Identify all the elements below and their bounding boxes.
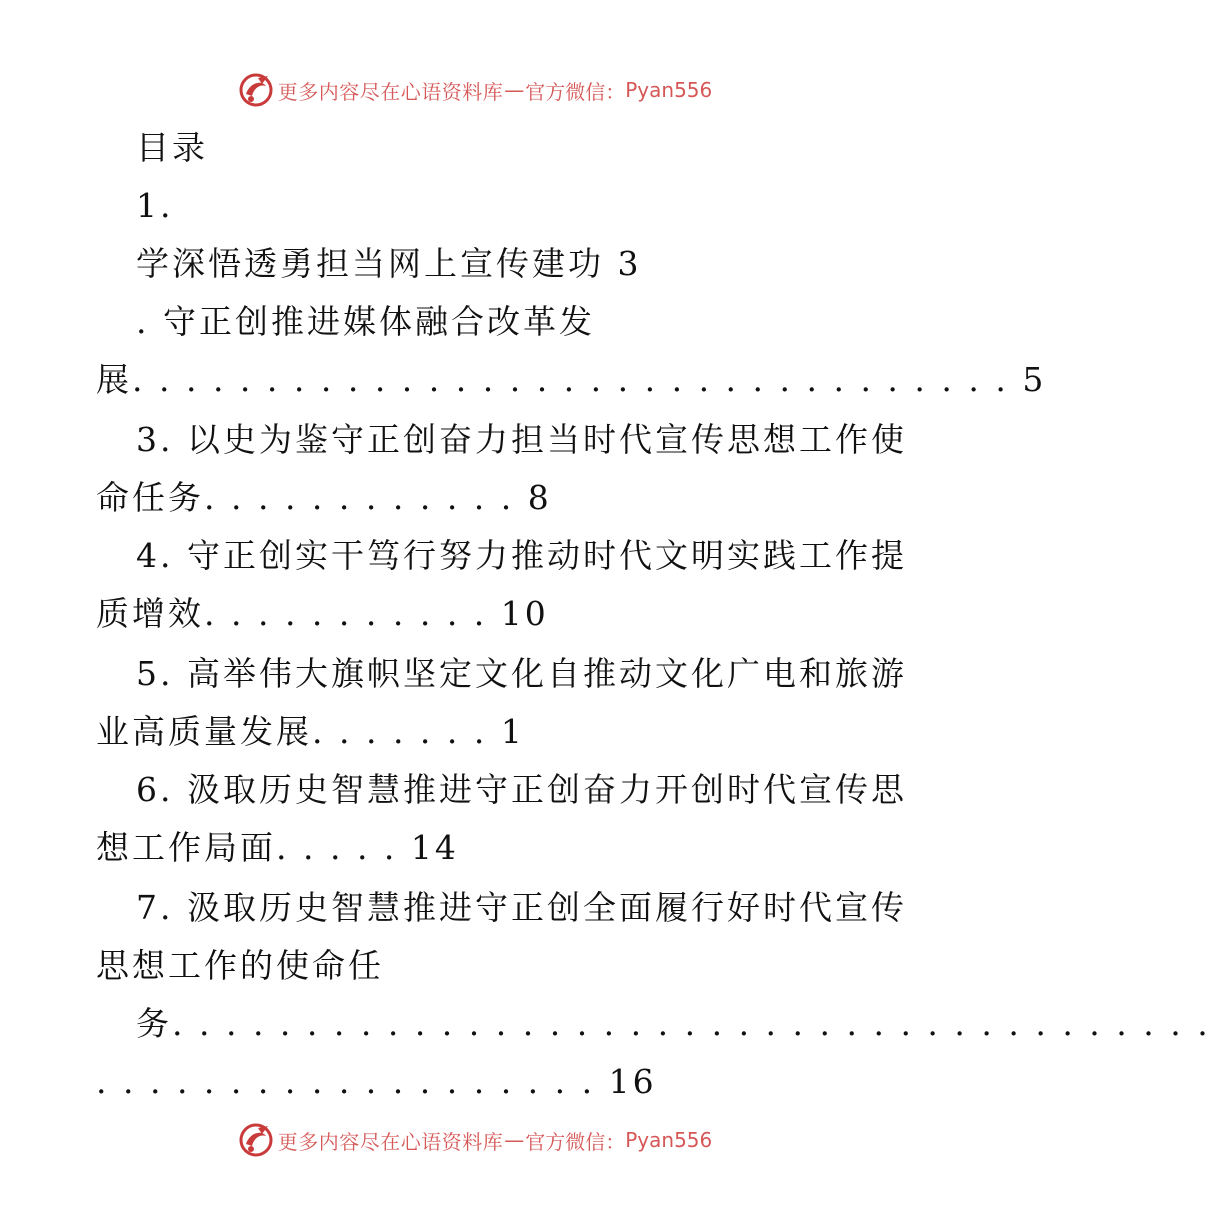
banner-separator: — xyxy=(504,1128,525,1152)
banner-brand-text: 更多内容尽在心语资料库 xyxy=(277,1129,504,1154)
toc-line: . 守正创推进媒体融合改革发 xyxy=(136,302,595,341)
toc-line: 学深悟透勇担当网上宣传建功 3 xyxy=(136,244,642,283)
toc-line: 业高质量发展. . . . . . . 1 xyxy=(96,712,525,751)
red-swirl-logo-icon xyxy=(238,72,274,108)
toc-line: 4. 守正创实干笃行努力推动时代文明实践工作提 xyxy=(136,536,907,575)
banner-wechat-id: Pyan556 xyxy=(625,78,713,102)
toc-line: 想工作局面. . . . . 14 xyxy=(96,828,459,867)
header-banner xyxy=(0,70,950,110)
toc-line: 3. 以史为鉴守正创奋力担当时代宣传思想工作使 xyxy=(136,420,907,459)
toc-line: . . . . . . . . . . . . . . . . . . . 16 xyxy=(96,1062,657,1101)
banner-separator: — xyxy=(504,78,525,102)
red-swirl-logo-icon xyxy=(238,1122,274,1158)
toc-line: 质增效. . . . . . . . . . . 10 xyxy=(96,594,549,633)
toc-line: 1. xyxy=(136,186,174,225)
toc-line: 展. . . . . . . . . . . . . . . . . . . . . . . . . . . . . . . . . 5 xyxy=(96,360,1047,399)
toc-line: 命任务. . . . . . . . . . . . 8 xyxy=(96,478,552,517)
toc-line: 5. 高举伟大旗帜坚定文化自推动文化广电和旅游 xyxy=(136,654,907,693)
toc-title: 目录 xyxy=(136,128,208,167)
banner-brand-text: 更多内容尽在心语资料库 xyxy=(277,79,504,104)
banner-wechat-id: Pyan556 xyxy=(625,1128,713,1152)
footer-banner xyxy=(0,1120,950,1160)
toc-line: 6. 汲取历史智慧推进守正创奋力开创时代宣传思 xyxy=(136,770,907,809)
toc-line: 思想工作的使命任 xyxy=(96,946,384,985)
banner-wechat-label: 官方微信： xyxy=(525,79,626,104)
banner-wechat-label: 官方微信： xyxy=(525,1129,626,1154)
toc-line: 7. 汲取历史智慧推进守正创全面履行好时代宣传 xyxy=(136,888,907,927)
toc-line: 务. . . . . . . . . . . . . . . . . . . . . . . . . . . . . . . . . . . . . . . xyxy=(136,1004,1211,1043)
